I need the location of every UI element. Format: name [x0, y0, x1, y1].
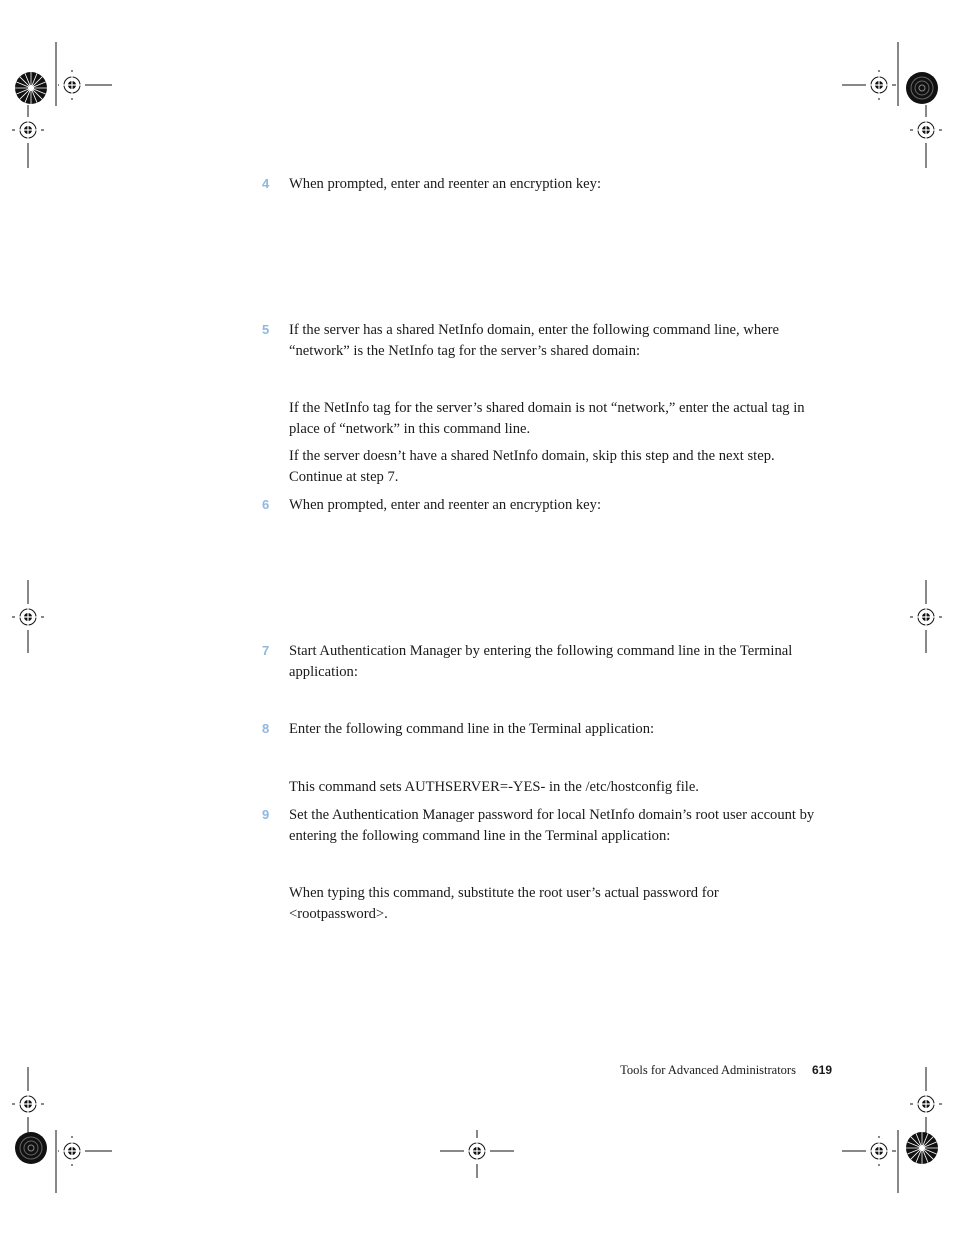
step-9-info: When typing this command, substitute the root user’s actual password for <rootpassword>.: [289, 885, 719, 922]
page-footer: [560, 1063, 832, 1083]
step-text: Start Authentication Manager by entering the following command line in the Terminal application:: [289, 643, 793, 680]
step-text: If the server has a shared NetInfo domain, enter the following command line, where “network” is the NetInfo tag for the server’s shared domain:: [289, 322, 779, 359]
step-number: 9: [262, 807, 270, 822]
step-text: When prompted, enter and reenter an encryption key:: [289, 176, 602, 192]
step-text: When prompted, enter and reenter an encryption key:: [289, 497, 602, 513]
step-number: 4: [262, 176, 270, 191]
step-number: 5: [262, 322, 270, 337]
step-5-tag-note: If the NetInfo tag for the server’s shared domain is not “network,” enter the actual tag in place of “network” in this command line.: [289, 400, 805, 437]
step-number: 6: [262, 497, 270, 512]
chapter-title: Tools for Advanced Administrators: [620, 1063, 796, 1077]
step-text: Set the Authentication Manager password for local NetInfo domain’s root user account by entering the following command line in the Terminal application:: [289, 807, 815, 844]
step-number: 7: [262, 643, 270, 658]
step-5-skip-note: If the server doesn’t have a shared NetInfo domain, skip this step and the next step. Continue at step 7.: [289, 448, 775, 485]
step-text: Enter the following command line in the Terminal application:: [289, 721, 655, 737]
step-number: 8: [262, 721, 270, 736]
step-8-info: This command sets AUTHSERVER=-YES- in the /etc/hostconfig file.: [289, 779, 699, 795]
page-number: 619: [811, 1063, 832, 1077]
